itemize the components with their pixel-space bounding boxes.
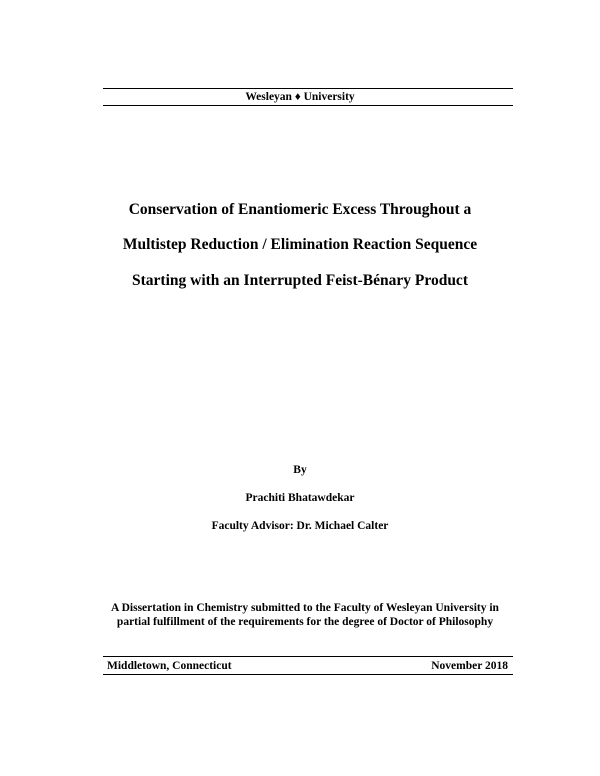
- statement-line-1: A Dissertation in Chemistry submitted to the Faculty of Wesleyan University in: [111, 602, 499, 614]
- title-line-2: Multistep Reduction / Elimination Reaction Sequence: [122, 236, 478, 253]
- footer-location: Middletown, Connecticut: [107, 660, 232, 672]
- faculty-advisor: Faculty Advisor: Dr. Michael Calter: [211, 520, 389, 532]
- title-line-1: Conservation of Enantiomeric Excess Throughout a: [128, 201, 472, 218]
- by-label: By: [293, 464, 307, 476]
- header-bottom-rule: [103, 105, 513, 106]
- header-top-rule: [103, 88, 513, 89]
- footer-bottom-rule: [103, 674, 513, 675]
- statement-line-2: partial fulfillment of the requirements for the degree of Doctor of Philosophy: [116, 616, 494, 628]
- university-header: Wesleyan ♦ University: [245, 91, 355, 103]
- dissertation-statement: [90, 601, 520, 629]
- footer-date: November 2018: [431, 660, 508, 672]
- title-line-3: Starting with an Interrupted Feist-Bénary Product: [132, 272, 468, 289]
- footer-top-rule: [103, 656, 513, 657]
- author-name: Prachiti Bhatawdekar: [245, 492, 355, 504]
